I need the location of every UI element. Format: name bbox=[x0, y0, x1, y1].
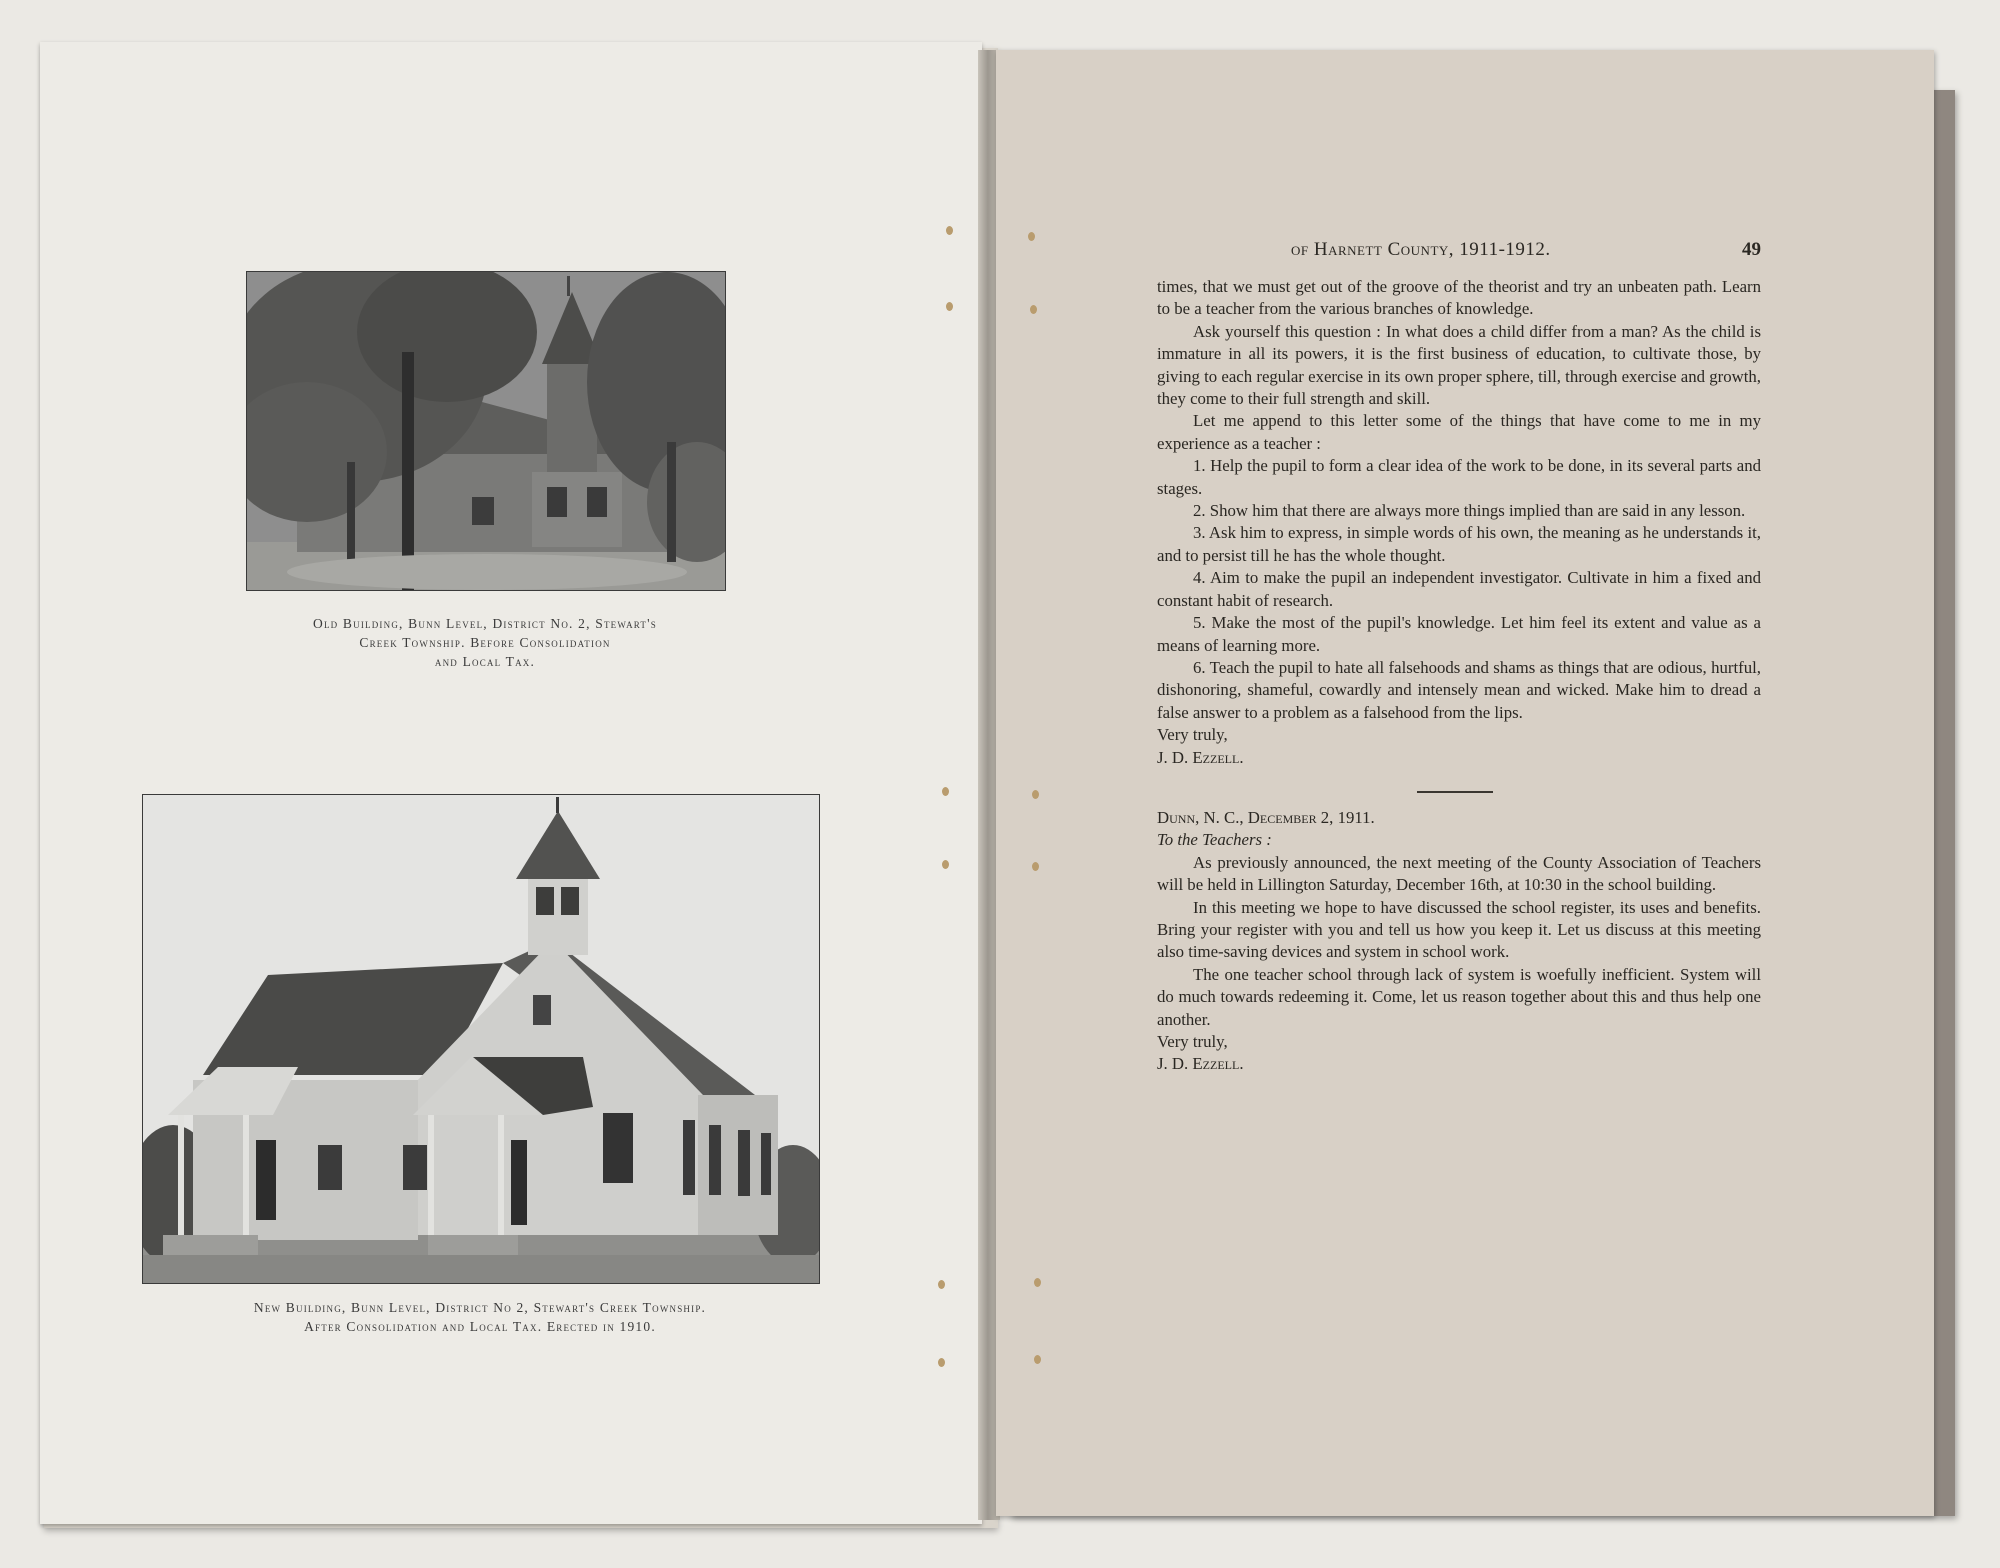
caption-line: Old Building, Bunn Level, District No. 2, Stewart's bbox=[313, 616, 657, 631]
letter-date: Dunn, N. C., December 2, 1911. bbox=[1157, 807, 1375, 827]
binding-hole bbox=[1032, 862, 1039, 871]
paragraph: The one teacher school through lack of system is woefully inefficient. System will do much towards redeeming it. Come, let us reason together about this and thus help one another. bbox=[1157, 964, 1761, 1029]
salutation: To the Teachers : bbox=[1157, 830, 1272, 850]
caption-line: and Local Tax. bbox=[434, 654, 536, 669]
section-divider bbox=[1417, 791, 1493, 793]
binding-hole bbox=[1032, 790, 1039, 799]
caption-line: Creek Township. Before Consolidation bbox=[359, 635, 611, 650]
paragraph: Ask yourself this question : In what does a child differ from a man? As the child is immature in all its powers, it is the first business of education, to cultivate those, by giving to each regular exercise in its own proper sphere, till, through exercise and growth, they come to their full strength and skill. bbox=[1157, 321, 1761, 409]
binding-hole bbox=[938, 1280, 945, 1289]
page-body bbox=[1157, 276, 1761, 1076]
new-schoolhouse-icon bbox=[143, 795, 819, 1283]
new-building-photo bbox=[142, 794, 820, 1284]
binding-hole bbox=[1034, 1278, 1041, 1287]
caption-line: After Consolidation and Local Tax. Erected in 1910. bbox=[304, 1319, 656, 1334]
list-item: 2. Show him that there are always more things implied than are said in any lesson. bbox=[1193, 501, 1746, 521]
list-item: 6. Teach the pupil to hate all falsehoods and shams as things that are odious, hurtful, dishonoring, shameful, cowardly and intensely mean and wicked. Make him to dread a false answer to a problem as a falsehood from the lips. bbox=[1157, 657, 1761, 722]
paragraph: As previously announced, the next meeting of the County Association of Teachers will be held in Lillington Saturday, December 16th, at 10:30 in the school building. bbox=[1157, 852, 1761, 895]
signature: J. D. Ezzell. bbox=[1157, 747, 1244, 767]
list-item: 4. Aim to make the pupil an independent investigator. Cultivate in him a fixed and constant habit of research. bbox=[1157, 568, 1761, 610]
closing: Very truly, bbox=[1157, 725, 1228, 745]
new-building-caption bbox=[110, 1298, 850, 1336]
binding-hole bbox=[946, 226, 953, 235]
old-school-building-icon bbox=[247, 272, 725, 590]
caption-line: New Building, Bunn Level, District No 2, Stewart's Creek Township. bbox=[253, 1300, 707, 1315]
old-building-caption bbox=[185, 614, 785, 671]
closing: Very truly, bbox=[1157, 1032, 1228, 1051]
page-header bbox=[1157, 236, 1761, 262]
binding-hole bbox=[942, 787, 949, 796]
paragraph: Let me append to this letter some of the things that have come to me in my experience as a teacher : bbox=[1157, 411, 1761, 453]
list-item: 1. Help the pupil to form a clear idea of the work to be done, in its several parts and stages. bbox=[1157, 456, 1761, 498]
binding-hole bbox=[942, 860, 949, 869]
old-building-photo bbox=[246, 271, 726, 591]
binding-hole bbox=[1028, 232, 1035, 241]
list-item: 3. Ask him to express, in simple words of his own, the meaning as he understands it, and to persist till he has the whole thought. bbox=[1157, 523, 1761, 565]
list-item: 5. Make the most of the pupil's knowledge. Let him feel its extent and value as a means of learning more. bbox=[1157, 613, 1761, 655]
binding-hole bbox=[938, 1358, 945, 1367]
signature: J. D. Ezzell. bbox=[1157, 1054, 1244, 1074]
running-head: of Harnett County, 1911-1912. bbox=[1291, 239, 1551, 260]
paragraph: In this meeting we hope to have discussed the school register, its uses and benefits. Bring your register with you and tell us how you keep it. Let us discuss at this meeting also time-saving devices and system in school work. bbox=[1157, 897, 1761, 962]
binding-hole bbox=[946, 302, 953, 311]
binding-hole bbox=[1034, 1355, 1041, 1364]
binding-hole bbox=[1030, 305, 1037, 314]
paragraph: times, that we must get out of the groove of the theorist and try an unbeaten path. Learn to be a teacher from the various branches of knowledge. bbox=[1157, 277, 1761, 319]
page-number: 49 bbox=[1742, 239, 1761, 260]
